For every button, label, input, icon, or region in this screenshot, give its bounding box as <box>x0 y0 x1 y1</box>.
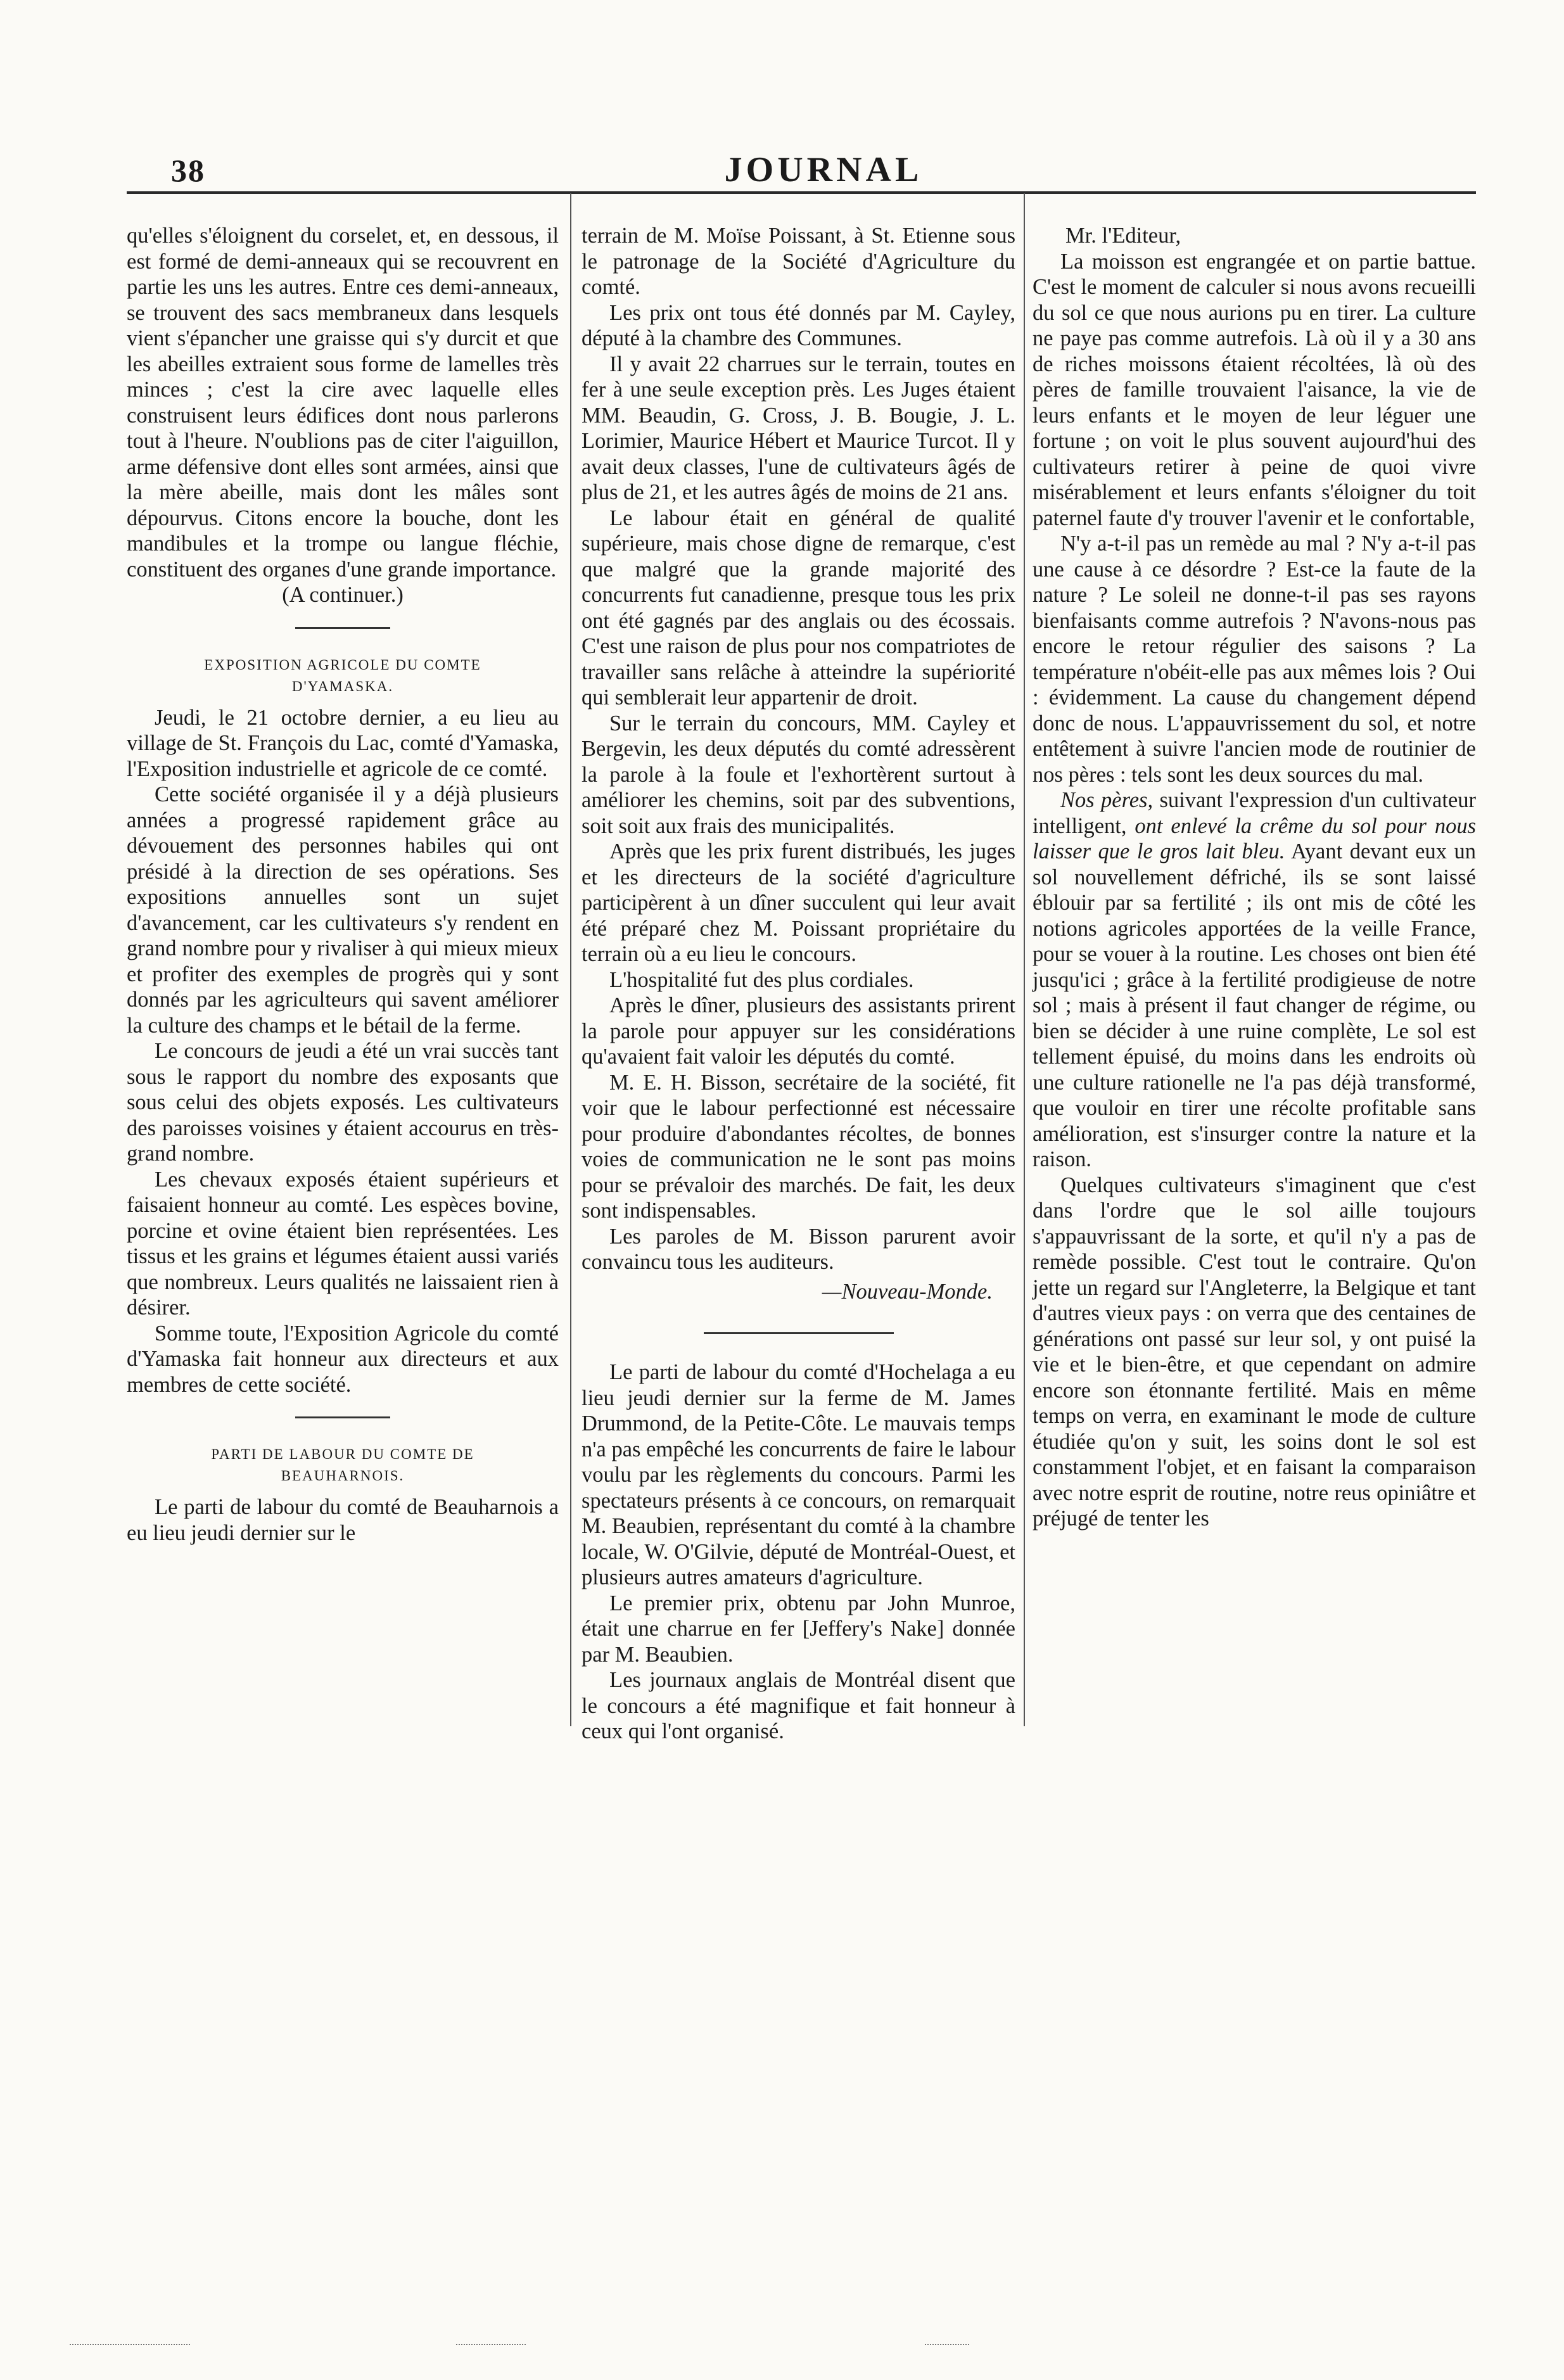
paragraph: N'y a-t-il pas un remède au mal ? N'y a-t-il pas une cause à ce désordre ? Est-ce la faute de la nature ? Le soleil ne donne-t-il pas ses rayons bienfaisants comme autrefois ? N'avons-nous pas encore le retour régulier des saisons ? La température n'obéit-elle pas aux mêmes lois ? Oui : évidemment. La cause du changement dépend donc de nous. L'appauvrissement du sol, et notre entêtement à suivre l'ancien mode de routinier de nos pères : tels sont les deux sources du mal. <box>1033 531 1476 787</box>
paragraph: Quelques cultivateurs s'imaginent que c'est dans l'ordre que le sol aille toujours s'appauvrissant de la sorte, et qu'il n'y a pas de remède possible. C'est tout le contraire. Qu'on jette un regard sur l'Angleterre, la Belgique et tant d'autres vieux pays : on verra que des centaines de générations ont passé sur leur sol, y ont puisé la vie et le bien-être, et que cependant on admire encore son étonnante fertilité. Mais en même temps on verra, en examinant le mode de culture étudiée qu'on y suit, les soins dont le sol est constamment l'objet, et en faisant la comparaison avec notre esprit de routine, notre reus opiniâtre et préjugé de tenter les <box>1033 1173 1476 1530</box>
page-number: 38 <box>171 153 205 188</box>
column-divider-2 <box>1024 193 1025 1726</box>
paragraph: L'hospitalité fut des plus cordiales. <box>609 967 914 992</box>
italic-quote: ont enlevé la crême du sol pour nous laisser que le gros lait bleu. <box>1033 813 1476 863</box>
section-divider <box>704 1332 894 1334</box>
continuation-note: (A continuer.) <box>282 583 404 607</box>
paragraph: Les paroles de M. Bisson parurent avoir convaincu tous les auditeurs. <box>582 1224 1015 1274</box>
page-header <box>171 147 1476 198</box>
heading-line: BEAUHARNOIS. <box>281 1468 405 1484</box>
paragraph: Les journaux anglais de Montréal disent que le concours a été magnifique et fait honneur à ceux qui l'ont organisé. <box>582 1668 1015 1743</box>
paragraph: terrain de M. Moïse Poissant, à St. Etienne sous le patronage de la Société d'Agriculture du comté. <box>582 224 1015 299</box>
column-divider-1 <box>570 193 571 1726</box>
paragraph: Le concours de jeudi a été un vrai succès tant sous le rapport du nombre des exposants que sous celui des objets exposés. Les cultivateurs des paroisses voisines y étaient accourus en très-grand nombre. <box>127 1039 559 1166</box>
italic-phrase: Nos pères, <box>1060 788 1154 812</box>
paragraph: Les prix ont tous été donnés par M. Cayley, député à la chambre des Communes. <box>582 300 1015 350</box>
paragraph: Cette société organisée il y a déjà plusieurs années a progressé rapidement grâce au dévouement des personnes habiles qui ont présidé à la direction de ses opérations. Ses expositions annuelles sont un sujet d'avancement, car les cultivateurs s'y rendent en grand nombre pour y rivaliser à qui mieux mieux et profiter des exemples de progrès qui y sont donnés par les agriculteurs qui savent améliorer la culture des champs et le bétail de la ferme. <box>127 782 559 1038</box>
column-3 <box>1033 223 1476 1532</box>
paragraph: La moisson est engrangée et on partie battue. C'est le moment de calculer si nous avons recueilli du sol ce que nous aurions pu en tirer. La culture ne paye pas comme autrefois. Là où il y a 30 ans de riches moissons étaient récoltées, là où des pères de famille trouvaient l'aisance, la vie de leurs enfants et le moyen de leur léguer une fortune ; on voit le plus souvent aujourd'hui des cultivateurs retirer à peine de quoi vivre misérablement et leurs enfants s'éloigner du toit paternel faute d'y trouver l'avenir et le confortable, <box>1033 249 1476 530</box>
section-divider <box>295 627 390 629</box>
paragraph: Jeudi, le 21 octobre dernier, a eu lieu au village de St. François du Lac, comté d'Yamaska, l'Exposition industrielle et agricole de ce comté. <box>127 705 559 781</box>
paragraph: M. E. H. Bisson, secrétaire de la société, fit voir que le labour perfectionné est nécessaire pour produire d'abondantes récoltes, de bonnes voies de communication ne le sont pas moins pour se prévaloir des marchés. De fait, les deux sont indispensables. <box>582 1070 1015 1223</box>
heading-line: D'YAMASKA. <box>291 678 394 694</box>
article-bees-continued: qu'elles s'éloignent du corselet, et, en dessous, il est formé de demi-anneaux qui se recouvrent en partie les uns les autres. Entre ces demi-anneaux, se trouvent des sacs membraneux dans lesquels vient s'épancher une graisse qui s'y durcit et que les abeilles extraient sous forme de lamelles très minces ; c'est la cire avec laquelle elles construisent leurs édifices dont nous parlerons tout à l'heure. N'oublions pas de citer l'aiguillon, arme défensive dont elles sont armées, ainsi que la mère abeille, mais dont les mâles sont dépourvus. Citons encore la bouche, dont les mandibules et la trompe ou langue fléchie, constituent des organes d'une grande importance. <box>127 224 559 582</box>
column-1 <box>127 223 559 1546</box>
source-signature: —Nouveau-Monde. <box>822 1279 993 1304</box>
paragraph: Il y avait 22 charrues sur le terrain, toutes en fer à une seule exception près. Les Juges étaient MM. Beaudin, G. Cross, J. B. Bougie, J. L. Lorimier, Maurice Hébert et Maurice Turcot. Il y avait deux classes, l'une de cultivateurs âgés de plus de 21, et les autres âgés de moins de 21 ans. <box>582 352 1015 504</box>
paragraph: Après le dîner, plusieurs des assistants prirent la parole pour appuyer sur les considérations qu'avaient fait valoir les députés du comté. <box>582 993 1015 1069</box>
footer-mark <box>70 2344 190 2345</box>
section-divider <box>295 1416 390 1418</box>
paragraph: Après que les prix furent distribués, les juges et les directeurs de la société d'agriculture participèrent à un dîner succulent qui leur avait été préparé chez M. Poissant propriétaire du terrain où a eu lieu le concours. <box>582 839 1015 966</box>
footer-mark <box>925 2344 969 2345</box>
paragraph: Sur le terrain du concours, MM. Cayley et Bergevin, les deux députés du comté adressèrent la parole à la foule et l'exhortèrent surtout à améliorer les chemins, soit par des subventions, soit soit aux frais des municipalités. <box>582 711 1015 838</box>
paragraph: Le premier prix, obtenu par John Munroe, était une charrue en fer [Jeffery's Nake] donnée par M. Beaubien. <box>582 1591 1015 1667</box>
heading-line: EXPOSITION AGRICOLE DU COMTE <box>204 656 481 673</box>
text-run: suivant l'expression d'un cultivateur intelligent, <box>1033 788 1476 838</box>
paragraph: Le labour était en général de qualité supérieure, mais chose digne de remarque, c'est que malgré que la grande majorité des concurrents fut canadienne, presque tous les prix ont été gagnés par des anglais ou des écossais. C'est une raison de plus pour nos compatriotes de travailler sans relâche à atteindre la supériorité qui semblerait leur appartenir de droit. <box>582 506 1015 710</box>
heading-labour-beauharnois <box>127 1444 559 1487</box>
header-rule <box>127 191 1476 194</box>
paragraph: Somme toute, l'Exposition Agricole du comté d'Yamaska fait honneur aux directeurs et aux membres de cette société. <box>127 1321 559 1397</box>
journal-title: JOURNAL <box>724 150 923 189</box>
footer-mark <box>456 2344 526 2345</box>
heading-line: PARTI DE LABOUR DU COMTE DE <box>211 1446 474 1462</box>
letter-salutation: Mr. l'Editeur, <box>1065 224 1181 248</box>
column-2 <box>582 223 1015 1745</box>
paragraph: Les chevaux exposés étaient supérieurs et faisaient honneur au comté. Les espèces bovine, porcine et ovine étaient bien représentées. Les tissus et les grains et légumes étaient aussi variés que nombreux. Leurs qualités ne laissaient rien à désirer. <box>127 1167 559 1320</box>
paragraph: Le parti de labour du comté d'Hochelaga a eu lieu jeudi dernier sur la ferme de M. James Drummond, de la Petite-Côte. Le mauvais temps n'a pas empêché les concurrents de faire le labour voulu par les règlements du concours. Parmi les spectateurs présents à ce concours, on remarquait M. Beaubien, représentant du comté à la chambre locale, W. O'Gilvie, député de Montréal-Ouest, et plusieurs autres amateurs d'agriculture. <box>582 1360 1015 1589</box>
paragraph: Le parti de labour du comté de Beauharnois a eu lieu jeudi dernier sur le <box>127 1495 559 1545</box>
paragraph <box>1033 787 1476 1173</box>
text-run: Ayant devant eux un sol nouvellement défriché, ils se sont laissé éblouir par sa fertilité ; ils ont mis de côté les notions agricoles apportées de la veille France, pour se vouer à la routine. Les choses ont bien été jusqu'ici ; grâce à la fertilité prodigieuse de notre sol ; mais à présent il faut changer de régime, ou bien se décider à une ruine complète, Le sol est tellement épuisé, du moins dans les endroits où une culture rationelle ne l'a pas déjà transformé, que vouloir en tirer une récolte profitable sans amélioration, est s'insurger contre la nature et la raison. <box>1033 839 1477 1171</box>
heading-exposition-yamaska <box>127 654 559 697</box>
